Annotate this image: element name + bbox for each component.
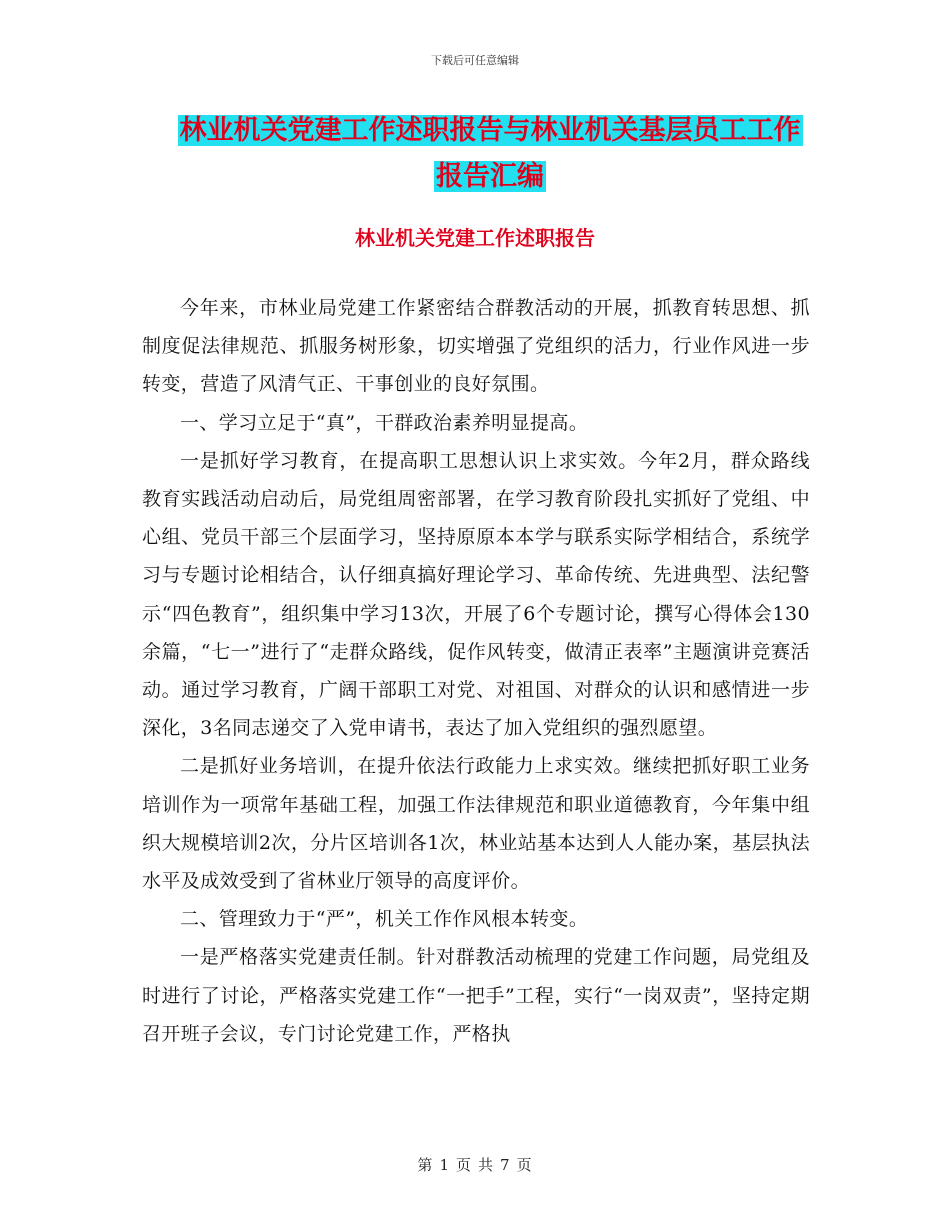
- paragraph-intro: 今年来，市林业局党建工作紧密结合群教活动的开展，抓教育转思想、抓制度促法律规范、抓服务树形象，切实增强了党组织的活力，行业作风进一步转变，营造了风清气正、干事创业的良好氛围。: [142, 297, 810, 396]
- footer-prefix: 第: [417, 1156, 434, 1174]
- total-page-count: 7: [500, 1156, 511, 1174]
- footer-suffix: 页: [516, 1156, 533, 1174]
- footer-page-word: 页: [455, 1156, 472, 1174]
- header-note: 下载后可任意编辑: [431, 54, 519, 67]
- document-title-line1: 林业机关党建工作述职报告与林业机关基层员工工作: [179, 115, 801, 146]
- document-title-line2: 报告汇编: [436, 161, 544, 192]
- paragraph-heading-2: 二、管理致力于“严”，机关工作作风根本转变。: [180, 908, 589, 931]
- paragraph-business-training: 二是抓好业务培训，在提升依法行政能力上求实效。继续把抓好职工业务培训作为一项常年基础工程，加强工作法律规范和职业道德教育，今年集中组织大规模培训2次，分片区培训各1次，林业站基本达到人人能办案，基层执法水平及成效受到了省林业厅领导的高度评价。: [142, 755, 810, 893]
- current-page-number: 1: [439, 1156, 450, 1174]
- paragraph-heading-1: 一、学习立足于“真”，干群政治素养明显提高。: [180, 411, 589, 434]
- page-footer: [0, 1154, 950, 1175]
- paragraph-study-education: 一是抓好学习教育，在提高职工思想认识上求实效。今年2月，群众路线教育实践活动启动后，局党组周密部署，在学习教育阶段扎实抓好了党组、中心组、党员干部三个层面学习，坚持原原本本学与联系实际学相结合，系统学习与专题讨论相结合，认仔细真搞好理论学习、革命传统、先进典型、法纪警示“四色教育”，组织集中学习13次，开展了6个专题讨论，撰写心得体会130余篇，“七一”进行了“走群众路线，促作风转变，做清正表率”主题演讲竞赛活动。通过学习教育，广阔干部职工对党、对祖国、对群众的认识和感情进一步深化，3名同志递交了入党申请书，表达了加入党组织的强烈愿望。: [142, 449, 810, 740]
- paragraph-responsibility: 一是严格落实党建责任制。针对群教活动梳理的党建工作问题，局党组及时进行了讨论，严格落实党建工作“一把手”工程，实行“一岗双责”，坚持定期召开班子会议，专门讨论党建工作，严格执: [142, 946, 810, 1045]
- document-title: [140, 108, 840, 200]
- footer-total-word: 共: [478, 1156, 495, 1174]
- section-title: 林业机关党建工作述职报告: [355, 226, 595, 250]
- document-body: [142, 289, 810, 1053]
